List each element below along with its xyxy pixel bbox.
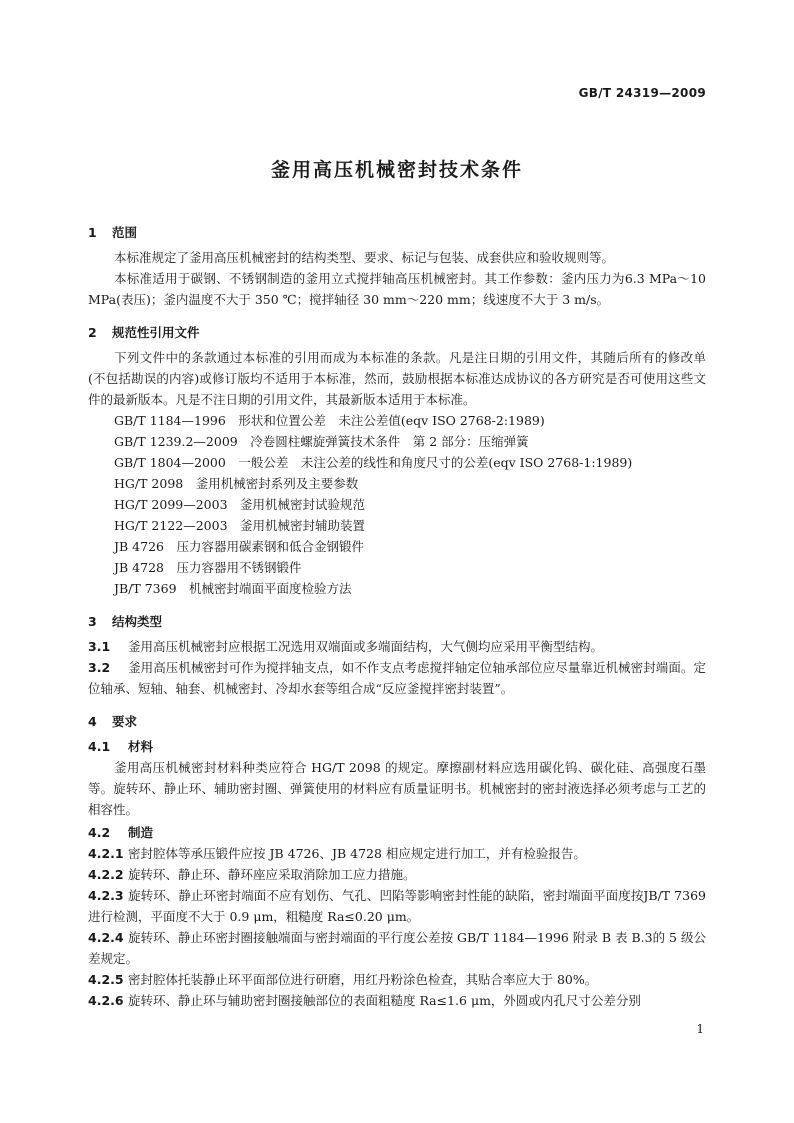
- section-number: 4: [88, 714, 97, 729]
- reference-item: GB/T 1804—2000 一般公差 未注公差的线性和角度尺寸的公差(eqv ISO 2768-1:1989): [114, 455, 633, 470]
- clause-text: 密封腔体托装静止环平面部位进行研磨，用红丹粉涂色检查，其贴合率应大于 80%。: [128, 972, 598, 987]
- paragraph: 本标准适用于碳钢、不锈钢制造的釜用立式搅拌轴高压机械密封。其工作参数：釜内压力为6.3 MPa～10 MPa(表压)；釜内温度不大于 350 ℃；搅拌轴径 30 mm～220 mm；线速度不大于 3 m/s。: [88, 271, 706, 307]
- section-number: 3: [88, 614, 97, 629]
- clause: [88, 885, 706, 927]
- subsection-title: 制造: [128, 825, 154, 840]
- paragraph: 下列文件中的条款通过本标准的引用而成为本标准的条款。凡是注日期的引用文件，其随后所有的修改单(不包括勘误的内容)或修订版均不适用于本标准，然而，鼓励根据本标准达成协议的各方研究是否可使用这些文件的最新版本。凡是不注日期的引用文件，其最新版本适用于本标准。: [88, 350, 706, 407]
- section-number: 1: [88, 225, 97, 240]
- clause-text: 旋转环、静止环密封端面不应有划伤、气孔、凹陷等影响密封性能的缺陷，密封端面平面度按JB/T 7369 进行检测，平面度不大于 0.9 μm，粗糙度 Ra≤0.20 μm。: [88, 888, 706, 924]
- paragraph: 本标准规定了釜用高压机械密封的结构类型、要求、标记与包装、成套供应和验收规则等。: [114, 250, 615, 265]
- section-number: 2: [88, 325, 97, 340]
- section-title: 范围: [112, 225, 138, 240]
- reference-item: GB/T 1239.2—2009 冷卷圆柱螺旋弹簧技术条件 第 2 部分：压缩弹簧: [114, 434, 529, 449]
- section-heading-requirements: [88, 711, 706, 732]
- reference-item: GB/T 1184—1996 形状和位置公差 未注公差值(eqv ISO 2768-2:1989): [114, 413, 545, 428]
- reference-item: JB/T 7369 机械密封端面平面度检验方法: [114, 581, 352, 596]
- page-number: 1: [696, 1022, 704, 1036]
- clause-number: 4.2.1: [88, 846, 124, 861]
- clause: [88, 864, 706, 885]
- clause-text: 旋转环、静止环密封圈接触端面与密封端面的平行度公差按 GB/T 1184—1996 附录 B 表 B.3的 5 级公差规定。: [88, 930, 706, 966]
- subsection-number: 4.2: [88, 825, 111, 840]
- reference-item: JB 4728 压力容器用不锈钢锻件: [114, 560, 302, 575]
- section-heading-scope: [88, 222, 706, 243]
- clause-number: 4.2.3: [88, 888, 124, 903]
- clause-number: 4.2.4: [88, 930, 124, 945]
- clause-number: 4.2.5: [88, 972, 124, 987]
- clause: [88, 969, 706, 990]
- clause-number: 3.2: [88, 660, 111, 675]
- section-title: 结构类型: [112, 614, 163, 629]
- clause-text: 旋转环、静止环、静环座应采取消除加工应力措施。: [128, 867, 416, 882]
- section-heading-structure-types: [88, 611, 706, 632]
- section-title: 规范性引用文件: [112, 325, 200, 340]
- clause: [88, 636, 706, 657]
- subsection-heading-manufacturing: [88, 822, 706, 843]
- clause-text: 旋转环、静止环与辅助密封圈接触部位的表面粗糙度 Ra≤1.6 μm，外圆或内孔尺寸公差分别: [128, 993, 641, 1008]
- document-title: 釜用高压机械密封技术条件: [270, 159, 523, 181]
- clause-number: 4.2.2: [88, 867, 124, 882]
- subsection-number: 4.1: [88, 739, 111, 754]
- clause: [88, 657, 706, 699]
- reference-item: HG/T 2099—2003 釜用机械密封试验规范: [114, 497, 366, 512]
- subsection-title: 材料: [128, 739, 154, 754]
- reference-item: HG/T 2098 釜用机械密封系列及主要参数: [114, 476, 359, 491]
- document-body: [88, 218, 706, 1011]
- clause-text: 釜用高压机械密封应根据工况选用双端面或多端面结构，大气侧均应采用平衡型结构。: [128, 639, 604, 654]
- clause-text: 密封腔体等承压锻件应按 JB 4726、JB 4728 相应规定进行加工，并有检验报告。: [128, 846, 586, 861]
- clause-number: 4.2.6: [88, 993, 124, 1008]
- clause: [88, 843, 706, 864]
- paragraph: 釜用高压机械密封材料种类应符合 HG/T 2098 的规定。摩擦副材料应选用碳化钨、碳化硅、高强度石墨等。旋转环、静止环、辅助密封圈、弹簧使用的材料应有质量证明书。机械密封的密封液选择必须考虑与工艺的相容性。: [88, 760, 706, 817]
- section-title: 要求: [112, 714, 138, 729]
- clause-number: 3.1: [88, 639, 111, 654]
- clause-text: 釜用高压机械密封可作为搅拌轴支点，如不作支点考虑搅拌轴定位轴承部位应尽量靠近机械密封端面。定位轴承、短轴、轴套、机械密封、冷却水套等组合成“反应釜搅拌密封装置”。: [88, 660, 706, 696]
- clause: [88, 927, 706, 969]
- reference-item: JB 4726 压力容器用碳素钢和低合金钢锻件: [114, 539, 364, 554]
- reference-item: HG/T 2122—2003 釜用机械密封辅助装置: [114, 518, 366, 533]
- clause: [88, 990, 706, 1011]
- section-heading-normative-references: [88, 322, 706, 343]
- subsection-heading-materials: [88, 736, 706, 757]
- standard-code: GB/T 24319—2009: [578, 86, 706, 100]
